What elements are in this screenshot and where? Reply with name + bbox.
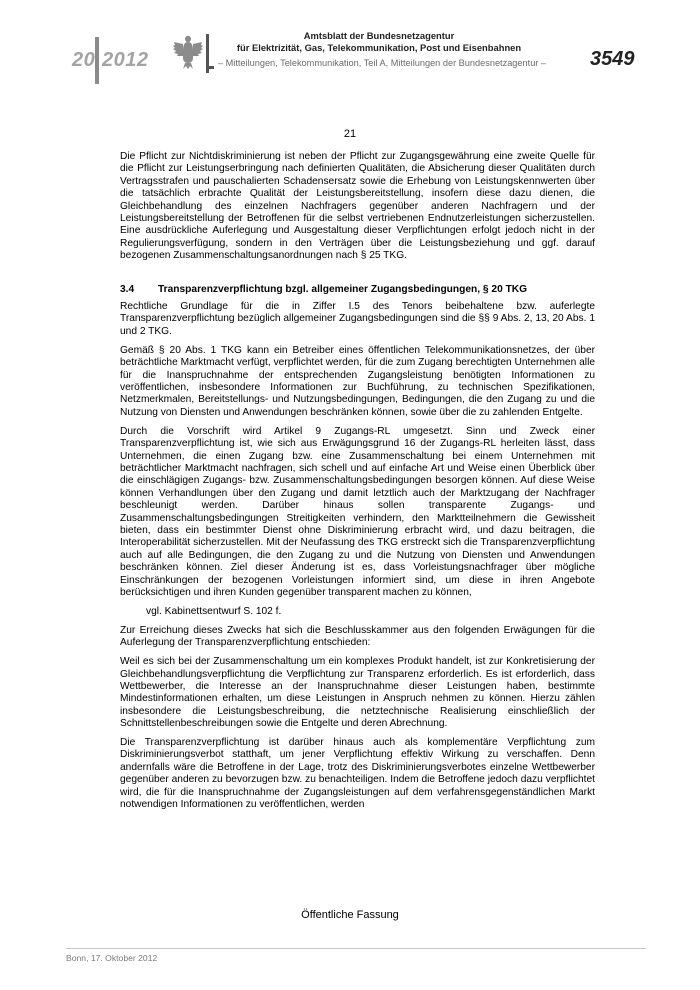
paragraph: Die Transparenzverpflichtung ist darüber hinaus auch als komplementäre Verpflichtung zum Diskriminierungsverbot statthaft, um jener Verpflichtung effektiv Wirkung zu verschaffen. Denn andernfalls wäre die Betroffene in der Lage, trotz des Diskriminierungsverbotes einzelne Wettbewerber gegenüber anderen zu bevorzugen bzw. zu benachteiligen. Indem die Betroffene jedoch dazu verpflichtet wird, die für die Inanspruchnahme der Zugangsleistungen auf dem verfahrensgegenständlichen Markt notwendigen Informationen zu veröffentlichen, werden [120,737,595,811]
paragraph: Die Pflicht zur Nichtdiskriminierung ist neben der Pflicht zur Zugangsgewährung eine zweite Quelle für die Pflicht zur Leistungserbringung nach definierten Qualitäten, die Absicherung dieser Qualitäten durch Vertragsstrafen und pauschalierten Schadensersatz sowie die Erhebung von Leistungskennwerten über die tatsächlich erbrachte Qualität der Leistungsbereitstellung, insofern diese dazu dienen, die Gleichbehandlung des einzelnen Nachfragers gegenüber anderen Nachfragern und der Leistungsbereitstellung der Betroffenen für die selbst vertriebenen Endnutzerleistungen sicherzustellen. Eine ausdrückliche Auferlegung und Ausgestaltung dieser Verpflichtungen erfolgt jedoch nicht in der Regulierungsverfügung, sondern in den Verträgen über die Leistungsbeziehung und ggf. darauf bezogenen Zusammenschaltungsanordnungen nach § 25 TKG. [120,151,595,262]
agency-title [214,30,544,54]
page-header [0,0,700,80]
section-title: Transparenzverpflichtung bzgl. allgemeiner Zugangsbedingungen, § 20 TKG [158,283,528,295]
document-page-number: 21 [343,128,357,140]
bulletin-subtitle: – Mitteilungen, Telekommunikation, Teil A, Mitteilungen der Bundesnetzagentur – [217,58,547,68]
paragraph: Zur Erreichung dieses Zwecks hat sich die Beschlusskammer aus den folgenden Erwägungen für die Auferlegung der Transparenzverpflichtung entschieden: [120,624,595,649]
paragraph: Durch die Vorschrift wird Artikel 9 Zugangs-RL umgesetzt. Sinn und Zweck einer Transparenzverpflichtung ist, wie sich aus Erwägungsgrund 16 der Zugangs-RL herleiten lässt, dass Unternehmen, die einen Zugang bzw. eine Zusammenschaltung bei einem Unternehmen mit beträchtlicher Marktmacht nachfragen, sich schell und auf einfache Art und Weise einen Überblick über die einschlägigen Zugangs- bzw. Zusammenschaltungsbedingungen besorgen können. Auf diese Weise können Verhandlungen über den Zugang und damit letztlich auch der Marktzugang der Nachfrager beschleunigt werden. Darüber hinaus sollen transparente Zugangs- und Zusammenschaltungsbedingungen Streitigkeiten verhindern, den Marktteilnehmern die Gewissheit bieten, dass ein bestimmter Dienst ohne Diskriminierung erbracht wird, und dazu beitragen, die Interoperabilität sicherzustellen. Mit der Neufassung des TKG erstreckt sich die Transparenzverpflichtung auch auf alle Bedingungen, die den Zugang zu und die Nutzung von Diensten und Anwendungen beschränken können. Ziel dieser Änderung ist es, dass Vorleistungsnachfrager über mögliche Einschränkungen der bezogenen Vorleistungen informiert sind, um diese in ihren Angebote berücksichtigen und ihren Kunden gegenüber transparent machen zu können, [120,425,595,598]
footer-divider [66,948,646,949]
section-heading [120,284,595,296]
paragraph: Weil es sich bei der Zusammenschaltung um ein komplexes Produkt handelt, ist zur Konkretisierung der Gleichbehandlungsverpflichtung die Verpflichtung zur Transparenz erforderlich. Es ist erforderlich, dass Wettbewerber, die Interesse an der Inanspruchnahme dieser Leistungen haben, bestimmte Mindestinformationen erhalten, um diese Leistungen in Anspruch nehmen zu können. Hierzu zählen insbesondere die Leistungsbeschreibung, die netztechnische Realisierung einschließlich der Schnittstellenbeschreibungen sowie die Entgelte und deren Abrechnung. [120,656,595,730]
issue-number: 20 [72,49,96,71]
paragraph: Gemäß § 20 Abs. 1 TKG kann ein Betreiber eines öffentlichen Telekommunikationsnetzes, der über beträchtliche Marktmacht verfügt, verpflichtet werden, für die zum Zugang berechtigten Unternehmen alle für die Inanspruchnahme der entsprechenden Zugangsleistung benötigten Informationen zu veröffentlichen, insbesondere Informationen zur Buchführung, zu technischen Spezifikationen, Netzmerkmalen, Bereitstellungs- und Nutzungsbedingungen, Bedingungen, die den Zugang zu und die Nutzung von Diensten und Anwendungen beschränken können, sowie über die zu zahlenden Entgelte. [120,344,595,418]
footer-place-date: Bonn, 17. Oktober 2012 [66,953,158,963]
issue-year: 2012 [102,49,149,71]
bulletin-page-number: 3549 [590,48,635,70]
public-version-label: Öffentliche Fassung [301,909,399,921]
section-number: 3.4 [120,283,135,295]
issue-divider [95,37,99,84]
federal-eagle-icon [173,34,203,70]
emblem-divider-tick [206,66,214,69]
agency-title-line1: Amtsblatt der Bundesnetzagentur [303,30,455,41]
document-body [120,151,595,818]
paragraph: Rechtliche Grundlage für die in Ziffer I.5 des Tenors beibehaltene bzw. auferlegte Transparenzverpflichtung bezüglich allgemeiner Zugangsbedingungen sind die §§ 9 Abs. 2, 13, 20 Abs. 1 und 2 TKG. [120,301,595,337]
citation: vgl. Kabinettsentwurf S. 102 f. [146,605,282,617]
agency-title-line2: für Elektrizität, Gas, Telekommunikation, Post und Eisenbahnen [236,42,522,53]
